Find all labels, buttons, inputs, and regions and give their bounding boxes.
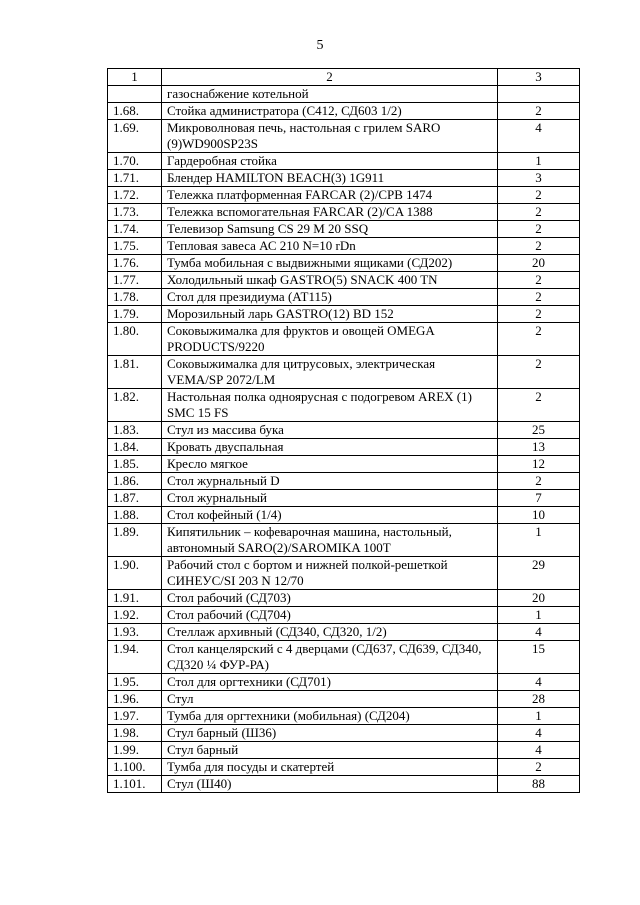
item-quantity: 3 xyxy=(498,170,580,187)
item-name: Стул барный (Ш36) xyxy=(162,725,498,742)
item-name: Стеллаж архивный (СД340, СД320, 1/2) xyxy=(162,624,498,641)
item-number: 1.96. xyxy=(108,691,162,708)
item-quantity: 12 xyxy=(498,456,580,473)
item-name: Стойка администратора (С412, СД603 1/2) xyxy=(162,103,498,120)
table-row xyxy=(108,759,580,776)
item-number: 1.70. xyxy=(108,153,162,170)
item-name: Стол рабочий (СД703) xyxy=(162,590,498,607)
item-quantity: 1 xyxy=(498,153,580,170)
item-number: 1.86. xyxy=(108,473,162,490)
item-name: Рабочий стол с бортом и нижней полкой-решеткой СИНЕУС/SI 203 N 12/70 xyxy=(162,557,498,590)
item-name: Телевизор Samsung CS 29 M 20 SSQ xyxy=(162,221,498,238)
item-quantity xyxy=(498,86,580,103)
item-number: 1.92. xyxy=(108,607,162,624)
item-number: 1.94. xyxy=(108,641,162,674)
table-row xyxy=(108,624,580,641)
item-number: 1.101. xyxy=(108,776,162,793)
item-name: Стол кофейный (1/4) xyxy=(162,507,498,524)
item-number: 1.78. xyxy=(108,289,162,306)
item-number: 1.93. xyxy=(108,624,162,641)
inventory-table xyxy=(107,68,580,793)
item-name: Стул из массива бука xyxy=(162,422,498,439)
item-number xyxy=(108,86,162,103)
table-row xyxy=(108,221,580,238)
table-row xyxy=(108,120,580,153)
page-number: 5 xyxy=(316,38,324,53)
table-row xyxy=(108,691,580,708)
table-row xyxy=(108,490,580,507)
item-name: Соковыжималка для фруктов и овощей OMEGA PRODUCTS/9220 xyxy=(162,323,498,356)
item-quantity: 4 xyxy=(498,725,580,742)
item-number: 1.82. xyxy=(108,389,162,422)
item-quantity: 2 xyxy=(498,306,580,323)
table-row xyxy=(108,524,580,557)
item-quantity: 2 xyxy=(498,356,580,389)
header-cell-1: 1 xyxy=(108,69,162,86)
item-number: 1.97. xyxy=(108,708,162,725)
table-row xyxy=(108,473,580,490)
item-quantity: 2 xyxy=(498,389,580,422)
item-number: 1.68. xyxy=(108,103,162,120)
item-number: 1.81. xyxy=(108,356,162,389)
item-quantity: 2 xyxy=(498,204,580,221)
item-name: Микроволновая печь, настольная с грилем SARO (9)WD900SP23S xyxy=(162,120,498,153)
item-name: газоснабжение котельной xyxy=(162,86,498,103)
item-number: 1.76. xyxy=(108,255,162,272)
table-row xyxy=(108,255,580,272)
item-name: Морозильный ларь GASTRO(12) BD 152 xyxy=(162,306,498,323)
table-row xyxy=(108,86,580,103)
item-number: 1.79. xyxy=(108,306,162,323)
item-name: Соковыжималка для цитрусовых, электрическая VEMA/SP 2072/LM xyxy=(162,356,498,389)
item-name: Тележка платформенная FARCAR (2)/CPB 1474 xyxy=(162,187,498,204)
table-row xyxy=(108,725,580,742)
item-name: Стул (Ш40) xyxy=(162,776,498,793)
item-quantity: 2 xyxy=(498,187,580,204)
item-quantity: 2 xyxy=(498,238,580,255)
item-quantity: 13 xyxy=(498,439,580,456)
table-row xyxy=(108,323,580,356)
item-number: 1.84. xyxy=(108,439,162,456)
table-row xyxy=(108,708,580,725)
item-number: 1.100. xyxy=(108,759,162,776)
table-row xyxy=(108,507,580,524)
table-row xyxy=(108,590,580,607)
item-quantity: 2 xyxy=(498,473,580,490)
item-quantity: 25 xyxy=(498,422,580,439)
item-quantity: 2 xyxy=(498,759,580,776)
item-number: 1.74. xyxy=(108,221,162,238)
item-number: 1.71. xyxy=(108,170,162,187)
item-number: 1.85. xyxy=(108,456,162,473)
item-name: Тумба для оргтехники (мобильная) (СД204) xyxy=(162,708,498,725)
header-cell-2: 2 xyxy=(162,69,498,86)
item-number: 1.73. xyxy=(108,204,162,221)
item-name: Настольная полка одноярусная с подогревом AREX (1) SMC 15 FS xyxy=(162,389,498,422)
item-number: 1.88. xyxy=(108,507,162,524)
item-name: Стол для президиума (АТ115) xyxy=(162,289,498,306)
item-number: 1.80. xyxy=(108,323,162,356)
table-row xyxy=(108,674,580,691)
item-name: Тумба для посуды и скатертей xyxy=(162,759,498,776)
table-row xyxy=(108,422,580,439)
item-quantity: 20 xyxy=(498,255,580,272)
item-quantity: 4 xyxy=(498,120,580,153)
table-row xyxy=(108,742,580,759)
table-row xyxy=(108,439,580,456)
item-number: 1.87. xyxy=(108,490,162,507)
item-name: Стул барный xyxy=(162,742,498,759)
item-name: Стол канцелярский с 4 дверцами (СД637, СД639, СД340, СД320 ¼ ФУР-РА) xyxy=(162,641,498,674)
item-quantity: 88 xyxy=(498,776,580,793)
item-number: 1.69. xyxy=(108,120,162,153)
table-row xyxy=(108,306,580,323)
table-row xyxy=(108,557,580,590)
table-row xyxy=(108,153,580,170)
item-name: Стол для оргтехники (СД701) xyxy=(162,674,498,691)
item-name: Тележка вспомогательная FARCAR (2)/CA 1388 xyxy=(162,204,498,221)
item-number: 1.91. xyxy=(108,590,162,607)
table-row xyxy=(108,641,580,674)
item-quantity: 1 xyxy=(498,524,580,557)
item-quantity: 1 xyxy=(498,708,580,725)
item-number: 1.90. xyxy=(108,557,162,590)
table-row xyxy=(108,776,580,793)
table-header-row xyxy=(108,69,580,86)
item-name: Кресло мягкое xyxy=(162,456,498,473)
item-name: Стул xyxy=(162,691,498,708)
item-name: Гардеробная стойка xyxy=(162,153,498,170)
item-quantity: 2 xyxy=(498,323,580,356)
table-row xyxy=(108,607,580,624)
table-row xyxy=(108,356,580,389)
item-number: 1.75. xyxy=(108,238,162,255)
item-quantity: 2 xyxy=(498,103,580,120)
item-quantity: 2 xyxy=(498,289,580,306)
table-row xyxy=(108,289,580,306)
table-row xyxy=(108,204,580,221)
item-quantity: 20 xyxy=(498,590,580,607)
header-cell-3: 3 xyxy=(498,69,580,86)
item-name: Блендер HAMILTON BEACH(3) 1G911 xyxy=(162,170,498,187)
table-row xyxy=(108,456,580,473)
item-name: Кровать двуспальная xyxy=(162,439,498,456)
item-quantity: 1 xyxy=(498,607,580,624)
item-quantity: 15 xyxy=(498,641,580,674)
item-number: 1.83. xyxy=(108,422,162,439)
table-row xyxy=(108,103,580,120)
item-name: Холодильный шкаф GASTRO(5) SNACK 400 TN xyxy=(162,272,498,289)
item-name: Стол журнальный D xyxy=(162,473,498,490)
item-name: Стол журнальный xyxy=(162,490,498,507)
table-row xyxy=(108,238,580,255)
item-number: 1.89. xyxy=(108,524,162,557)
item-name: Стол рабочий (СД704) xyxy=(162,607,498,624)
table-row xyxy=(108,272,580,289)
item-name: Тепловая завеса АС 210 N=10 rDn xyxy=(162,238,498,255)
item-quantity: 4 xyxy=(498,742,580,759)
item-quantity: 4 xyxy=(498,674,580,691)
item-quantity: 29 xyxy=(498,557,580,590)
table-row xyxy=(108,389,580,422)
item-quantity: 28 xyxy=(498,691,580,708)
table-row xyxy=(108,170,580,187)
item-number: 1.95. xyxy=(108,674,162,691)
item-quantity: 2 xyxy=(498,272,580,289)
item-number: 1.99. xyxy=(108,742,162,759)
item-name: Тумба мобильная с выдвижными ящиками (СД202) xyxy=(162,255,498,272)
item-number: 1.77. xyxy=(108,272,162,289)
item-name: Кипятильник – кофеварочная машина, настольный, автономный SARO(2)/SAROMIKA 100T xyxy=(162,524,498,557)
item-number: 1.98. xyxy=(108,725,162,742)
item-number: 1.72. xyxy=(108,187,162,204)
item-quantity: 4 xyxy=(498,624,580,641)
table-row xyxy=(108,187,580,204)
item-quantity: 2 xyxy=(498,221,580,238)
item-quantity: 7 xyxy=(498,490,580,507)
item-quantity: 10 xyxy=(498,507,580,524)
